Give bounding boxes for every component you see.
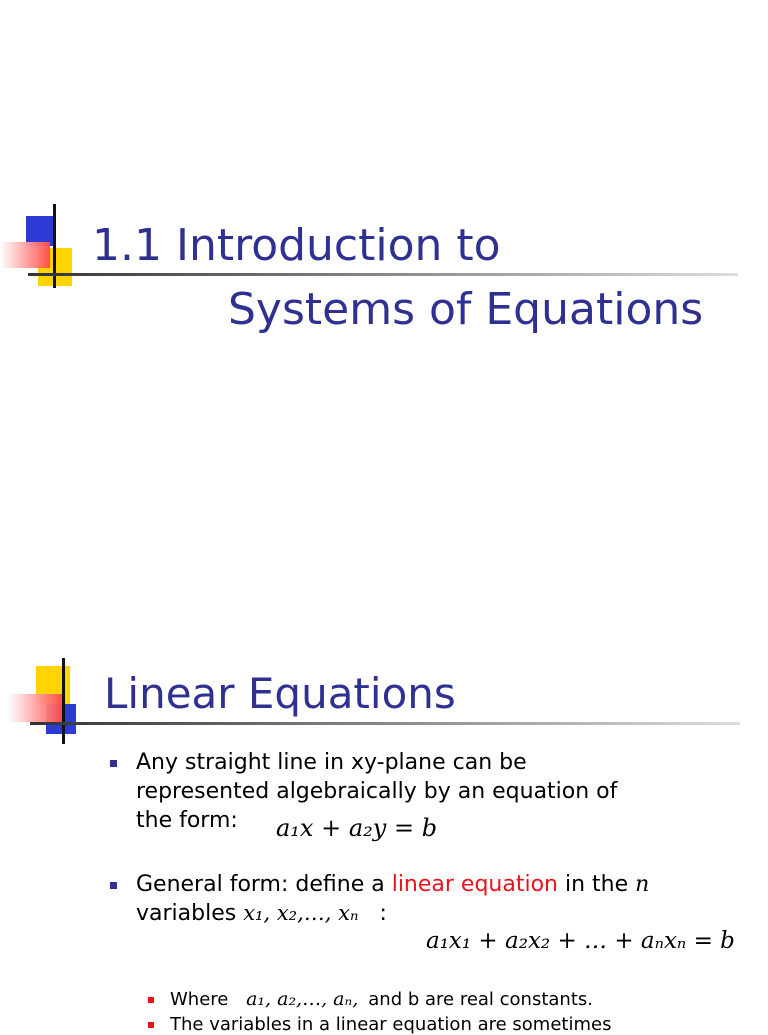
bullet-1-line3: the form: bbox=[136, 808, 238, 833]
bullet-marker bbox=[110, 882, 117, 889]
slide-title: Linear Equations bbox=[104, 669, 456, 718]
linear-equation-highlight: linear equation bbox=[391, 872, 558, 897]
coefficients-list: a₁, a₂,…, aₙ, bbox=[246, 988, 359, 1010]
sub-bullet-marker bbox=[148, 997, 154, 1003]
slide-1 bbox=[0, 0, 768, 512]
bullet-2-line1 bbox=[136, 870, 756, 899]
n-variable: n bbox=[635, 872, 650, 897]
colon: : bbox=[379, 901, 387, 926]
deco-horizontal-line bbox=[28, 273, 738, 276]
constants-note: and b are real constants. bbox=[368, 989, 593, 1010]
sub-bullet-2: The variables in a linear equation are sometimes bbox=[170, 1014, 612, 1035]
bullet-1-line2: represented algebraically by an equation of bbox=[136, 779, 618, 804]
variables-label: variables bbox=[136, 901, 244, 926]
deco-vertical-line bbox=[62, 658, 65, 744]
slide-title-line2: Systems of Equations bbox=[228, 284, 704, 335]
where-label: Where bbox=[170, 989, 235, 1010]
deco-red-bar bbox=[8, 694, 62, 722]
bullet-2-text bbox=[136, 870, 756, 928]
sub-bullet-marker bbox=[148, 1022, 154, 1028]
sub-bullet-1 bbox=[170, 988, 750, 1010]
equation-line-form: a₁x + a₂y = b bbox=[276, 814, 438, 842]
bullet-2-line2 bbox=[136, 899, 756, 928]
deco-red-bar bbox=[0, 242, 50, 268]
general-linear-equation: a₁x₁ + a₂x₂ + … + aₙxₙ = b bbox=[426, 928, 735, 954]
bullet-2-suffix: in the bbox=[558, 872, 636, 897]
deco-horizontal-line bbox=[30, 722, 740, 725]
slide-2 bbox=[0, 512, 768, 1035]
variables-list: x₁, x₂,…, xₙ bbox=[243, 901, 359, 925]
bullet-2-prefix: General form: define a bbox=[136, 872, 392, 897]
bullet-marker bbox=[110, 760, 117, 767]
slide-title-line1: 1.1 Introduction to bbox=[92, 220, 501, 271]
bullet-1-line1: Any straight line in xy-plane can be bbox=[136, 750, 527, 775]
